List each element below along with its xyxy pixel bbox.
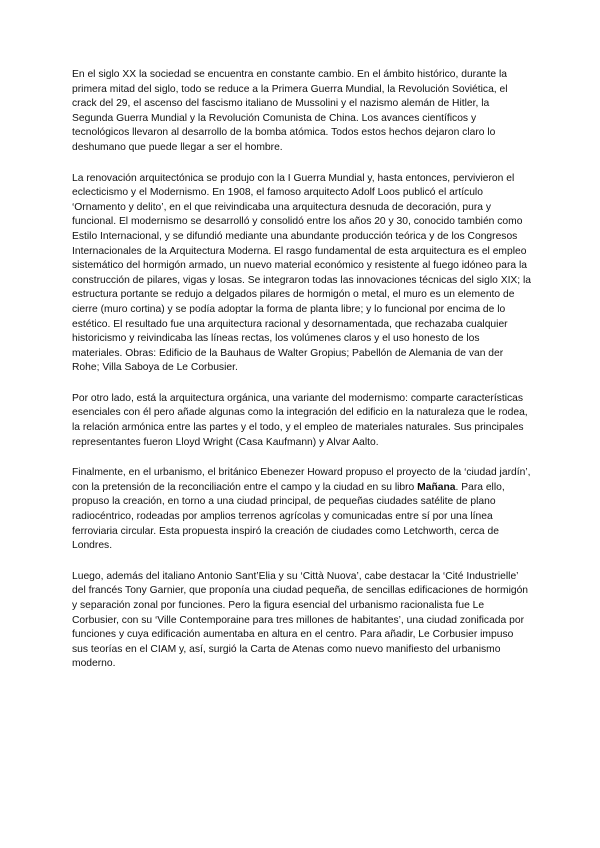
paragraph-rationalist-urbanism: Luego, además del italiano Antonio Sant’Elia y su ‘Città Nuova’, cabe destacar la ‘Cité Industrielle’ del francés Tony Garnier, que proponía una ciudad pequeña, de sencillas edificaciones de hormigón y separación zonal por funciones. Pero la figura esencial del urbanismo racionalista fue Le Corbusier, con su ‘Ville Contemporaine para tres millones de habitantes’, una ciudad zonificada por funciones y cuya edificación aumentaba en altura en el centro. Para añadir, Le Corbusier impuso sus teorías en el CIAM y, así, surgió la Carta de Atenas como nuevo manifiesto del urbanismo moderno. (72, 570, 529, 670)
paragraph-organic-architecture: Por otro lado, está la arquitectura orgánica, una variante del modernismo: comparte características esenciales con él pero añade algunas como la integración del edificio en la naturaleza que le rodea, la relación armónica entre las partes y el todo, y el empleo de materiales naturales. Sus principales representantes fueron Lloyd Wright (Casa Kaufmann) y Alvar Aalto. (72, 392, 528, 448)
document-page (72, 68, 532, 688)
paragraph-historical-context: En el siglo XX la sociedad se encuentra en constante cambio. En el ámbito histórico, durante la primera mitad del siglo, todo se reduce a la Primera Guerra Mundial, la Revolución Soviética, el crack del 29, el ascenso del fascismo italiano de Mussolini y el nazismo alemán de Hitler, la Segunda Guerra Mundial y la Revolución Comunista de China. Los avances científicos y tecnológicos llevaron al desarrollo de la bomba atómica. Todos estos hechos dejaron claro lo deshumano que puede llegar a ser el hombre. (72, 69, 508, 153)
paragraph-garden-city-before: Finalmente, en el urbanismo, el británico Ebenezer Howard propuso el proyecto de la ‘ciudad jardín’, con la pretensión de la reconciliación entre el campo y la ciudad en su libro (72, 467, 531, 493)
book-title-bold: Mañana (417, 481, 456, 493)
paragraph-garden-city-after: . Para ello, propuso la creación, en torno a una ciudad principal, de pequeñas ciudades satélite de plano radiocéntrico, rodeadas por amplios terrenos agrícolas y comunicadas entre sí por una línea ferroviaria circular. Esta propuesta inspiró la creación de ciudades como Letchworth, cerca de Londres. (72, 481, 505, 552)
paragraph-garden-city (72, 466, 532, 554)
paragraph-modern-architecture: La renovación arquitectónica se produjo con la I Guerra Mundial y, hasta entonces, pervivieron el eclecticismo y el Modernismo. En 1908, el famoso arquitecto Adolf Loos publicó el artículo ‘Ornamento y delito’, en el que reivindicaba una arquitectura desnuda de decoración, pura y funcional. El modernismo se desarrolló y consolidó entre los años 20 y 30, conocido también como Estilo Internacional, y se difundió mediante una abundante producción teórica y de los Congresos Internacionales de la Arquitectura Moderna. El rasgo fundamental de esta arquitectura es el empleo sistemático del hormigón armado, un nuevo material económico y resistente al fuego idóneo para la construcción de pilares, vigas y losas. Se integraron todas las innovaciones técnicas del siglo XIX; la estructura portante se redujo a delgados pilares de hormigón o metal, el muro es un elemento de cierre (muro cortina) y se podía adoptar la forma de planta libre; y lo funcional por encima de lo estético. El resultado fue una arquitectura racional y desornamentada, que rechazaba cualquier historicismo y reivindicaba las líneas rectas, los volúmenes claros y el uso honesto de los materiales. Obras: Edificio de la Bauhaus de Walter Gropius; Pabellón de Alemania de van der Rohe; Villa Saboya de Le Corbusier. (72, 172, 532, 374)
